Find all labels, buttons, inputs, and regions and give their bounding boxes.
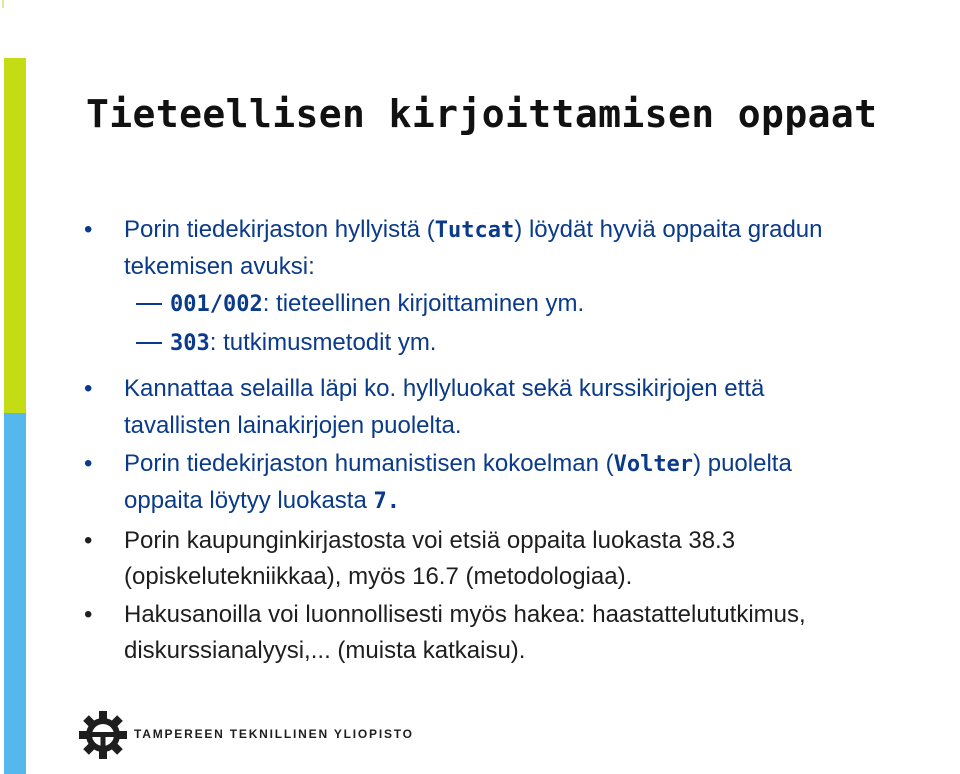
- bullet-1-text-a: Porin tiedekirjaston hyllyistä (: [124, 216, 435, 243]
- bullet-1-text-c: ) löydät hyviä oppaita gradun: [514, 216, 823, 243]
- sub-item-1-code: 001/002: [170, 292, 263, 317]
- bullet-3-volter: Volter: [613, 452, 694, 477]
- sub-item-1-text: : tieteellinen kirjoittaminen ym.: [262, 290, 585, 317]
- bullet-item-4-line-1: • Porin kaupunginkirjastosta voi etsiä oppaita luokasta 38.3: [124, 522, 735, 559]
- bullet-3-class: 7.: [373, 489, 400, 514]
- bullet-item-5-line-2: diskurssianalyysi,... (muista katkaisu).: [124, 637, 526, 664]
- dash-mark-1: [136, 303, 162, 305]
- organization-name: TAMPEREEN TEKNILLINEN YLIOPISTO: [134, 727, 414, 741]
- gear-logo-icon: [78, 710, 128, 760]
- sub-item-2-code: 303: [170, 331, 210, 356]
- corner-mark: [2, 0, 4, 8]
- sub-item-1: [170, 285, 584, 323]
- bullet-1-tutcat: Tutcat: [434, 218, 515, 243]
- bullet-item-3-line-1: [124, 445, 792, 483]
- bullet-3-text-c: ) puolelta: [693, 450, 792, 477]
- slide-title: Tieteellisen kirjoittamisen oppaat: [86, 92, 878, 136]
- bullet-item-3-line-2: [124, 482, 400, 520]
- bullet-item-4-line-2: (opiskelutekniikkaa), myös 16.7 (metodologiaa).: [124, 563, 633, 590]
- accent-stripe-blue: [4, 413, 26, 774]
- dash-mark-2: [136, 342, 162, 344]
- bullet-item-1-line-1: [124, 211, 822, 249]
- sub-item-2-text: : tutkimusmetodit ym.: [209, 329, 437, 356]
- sub-item-2: [170, 324, 436, 362]
- bullet-3-text-d: oppaita löytyy luokasta: [124, 487, 374, 514]
- accent-stripe-green: [4, 58, 26, 413]
- bullet-item-2-line-2: tavallisten lainakirjojen puolelta.: [124, 412, 462, 439]
- bullet-item-5-line-1: • Hakusanoilla voi luonnollisesti myös hakea: haastattelututkimus,: [124, 596, 806, 633]
- bullet-item-2-line-1: • Kannattaa selailla läpi ko. hyllyluokat sekä kurssikirjojen että: [124, 370, 764, 407]
- bullet-item-1-line-2: tekemisen avuksi:: [124, 253, 315, 280]
- bullet-3-text-a: Porin tiedekirjaston humanistisen kokoelman (: [124, 450, 614, 477]
